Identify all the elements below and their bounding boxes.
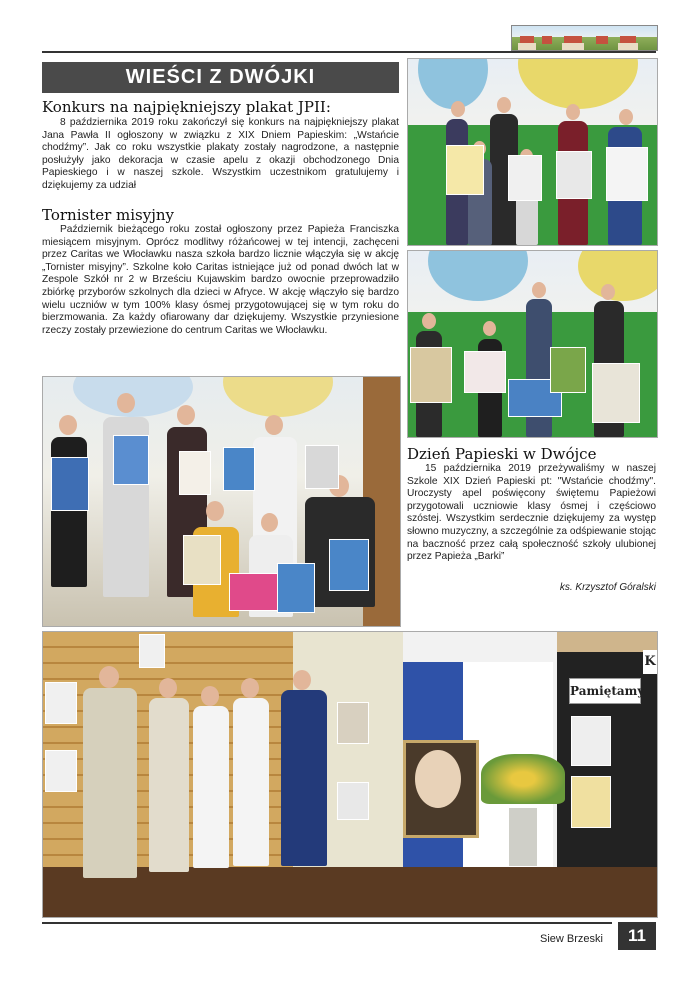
footer-rule xyxy=(42,922,612,924)
article-3-author: ks. Krzysztof Góralski xyxy=(559,582,656,593)
page-number: 11 xyxy=(618,922,656,950)
photo-papal-day-stage xyxy=(42,631,658,918)
stage-banner-text: Pamiętamy xyxy=(569,678,641,704)
section-title: WIEŚCI Z DWÓJKI xyxy=(42,62,399,93)
article-1-body: 8 października 2019 roku zakończył się konkurs na najpiękniejszy plakat Jana Pawła II ogłoszony w związku z XIX Dniem Papieskim: „Wstańcie chodźmy”. Jak co roku wszystkie plakaty zostały nagrodzone, a następnie posłużyły jako dekoracja w czasie apelu z okazji obchodzonego Dnia Papieskiego i w naszej szkole. Wszystkim uczestnikom gratulujemy i dziękujemy za udział xyxy=(42,117,399,191)
article-3-body: 15 października 2019 przeżywaliśmy w naszej Szkole XIX Dzień Papieski pt: "Wstańcie chodźmy". Uroczysty apel poświęcony świętemu Papieżowi przygotowali uczniowie klasy ósmej i częściowo szóstej. Wszystkim serdecznie dziękujemy za występ słowno muzyczny, a szczególnie za odśpiewanie stojąc na baczność przez całą społeczność szkoły ulubionej przez Papieża „Barki” xyxy=(407,463,656,563)
stage-banner-corner-letter: K xyxy=(643,650,657,674)
village-banner-image xyxy=(511,25,658,51)
header-rule xyxy=(42,51,656,53)
article-3-title: Dzień Papieski w Dwójce xyxy=(407,445,597,463)
publication-name: Siew Brzeski xyxy=(540,933,603,945)
article-2-body: Październik bieżącego roku został ogłoszony przez Papieża Franciszka miesiącem misyjnym. Oprócz modlitwy różańcowej w tej intencji, zachęceni przez Caritas we Włocławku nasza szkoła bardzo licznie włączyła się w akcję „Tornister misyjny”. Szkolne koło Caritas istniejące już od ponad dwóch lat w Zespole Szkół nr 2 w Brześciu Kujawskim bardzo owocnie przeprowadziło zbiórkę przyborów szkolnych dla dzieci w Afryce. W akcję włączyło się bardzo wielu uczniów w tym 100% klasy ósmej przygotowującej się w tym roku do bierzmowania. Za każdy ofiarowany dar dziękujemy. Wszystkie przyniesione rzeczy zostały przewiezione do centrum Caritas we Włocławku. xyxy=(42,224,399,336)
article-2-title: Tornister misyjny xyxy=(42,206,175,224)
article-1-title: Konkurs na najpiękniejszy plakat JPII: xyxy=(42,98,331,116)
photo-poster-contest-winners xyxy=(407,58,658,246)
photo-missionary-backpack-group xyxy=(42,376,401,627)
photo-poster-contest-group xyxy=(407,250,658,438)
